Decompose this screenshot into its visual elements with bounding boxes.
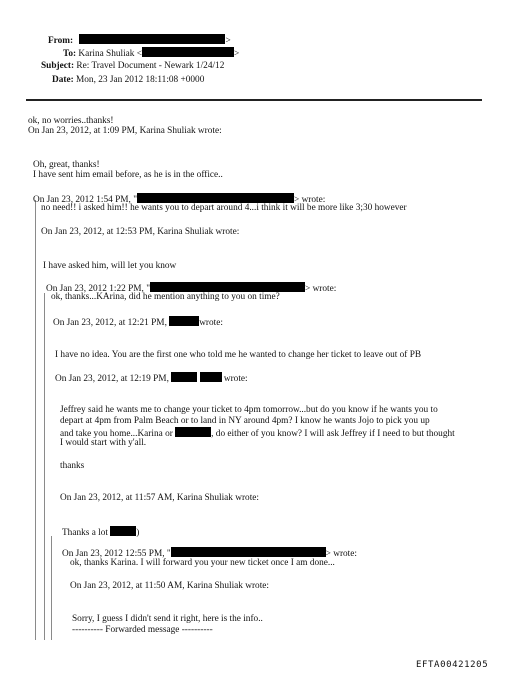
redaction-bar	[169, 316, 199, 326]
redaction-bar	[171, 372, 197, 382]
quote-attribution-end: > wrote:	[305, 284, 337, 294]
body-text: , do either of you know? I will ask Jeffrey if I need to but thought	[211, 429, 455, 439]
redaction-bar	[142, 47, 234, 57]
header-subject	[41, 61, 224, 73]
date-label: Date:	[52, 75, 74, 85]
redaction-bar	[175, 427, 211, 437]
quote-line	[44, 293, 45, 640]
quote-attribution: On Jan 23, 2012, at 12:19 PM,	[55, 374, 169, 384]
subject-label: Subject:	[41, 61, 75, 71]
to-label: To:	[63, 49, 77, 59]
quote-attribution-end: wrote:	[223, 374, 248, 384]
body-line: ok, no worries..thanks!	[28, 116, 114, 126]
body-line: On Jan 23, 2012, at 12:53 PM, Karina Shuliak wrote:	[41, 227, 240, 237]
body-line: Sorry, I guess I didn't send it right, here is the info..	[72, 614, 263, 624]
quote-attribution: On Jan 23, 2012, at 12:21 PM,	[53, 318, 167, 328]
date-value: Mon, 23 Jan 2012 18:11:08 +0000	[76, 75, 205, 85]
body-text: )	[136, 528, 140, 538]
redaction-bar	[79, 34, 225, 44]
redaction-bar	[137, 193, 294, 203]
header-from	[48, 34, 231, 48]
body-line: I have asked him, will let you know	[43, 261, 177, 271]
bates-number: EFTA00421205	[416, 660, 489, 670]
quote-attribution: On Jan 23, 2012 1:54 PM, "	[33, 195, 137, 205]
quote-attribution-end: wrote:	[199, 318, 223, 328]
quote-line	[51, 536, 52, 640]
quote-attribution-end: > wrote:	[294, 195, 326, 205]
body-line: ---------- Forwarded message ----------	[72, 625, 213, 635]
redaction-bar	[171, 547, 326, 557]
redaction-bar	[150, 282, 305, 292]
to-value: Karina Shuliak <	[78, 49, 143, 59]
body-line: depart at 4pm from Palm Beach or to land in NY around 4pm? I know he wants Jojo to pick you up	[60, 416, 430, 426]
body-line: I have sent him email before, as he is in the office..	[33, 170, 223, 180]
body-line: I would start with y'all.	[60, 438, 147, 448]
body-line: I have no idea. You are the first one who told me he wanted to change her ticket to leave out of PB	[55, 350, 422, 360]
from-label: From:	[48, 36, 74, 46]
redaction-bar	[110, 526, 136, 536]
quote-attribution: On Jan 23, 2012 1:22 PM, "	[46, 284, 150, 294]
body-line	[53, 316, 223, 330]
body-line: ok, thanks Karina. I will forward you your new ticket once I am done...	[70, 558, 335, 568]
body-line: Oh, great, thanks!	[33, 160, 100, 170]
body-line: On Jan 23, 2012, at 11:57 AM, Karina Shuliak wrote:	[60, 493, 259, 503]
redaction-bar	[200, 372, 222, 382]
body-line: On Jan 23, 2012, at 11:50 AM, Karina Shuliak wrote:	[70, 581, 269, 591]
header-date	[52, 75, 204, 87]
quote-attribution: On Jan 23, 2012 12:55 PM, "	[62, 549, 171, 559]
from-close: >	[225, 36, 231, 46]
quote-attribution-end: > wrote:	[325, 549, 357, 559]
header-divider	[26, 99, 482, 101]
body-line	[62, 526, 139, 540]
header-to	[63, 47, 239, 61]
body-line: thanks	[60, 461, 85, 471]
body-line	[55, 372, 248, 386]
quote-line	[35, 200, 36, 640]
body-line: On Jan 23, 2012, at 1:09 PM, Karina Shuliak wrote:	[28, 126, 222, 136]
body-text: Thanks a lot	[62, 528, 108, 538]
body-text: and take you home...Karina or	[60, 429, 173, 439]
body-line: no need!! i asked him!! he wants you to depart around 4...i think it will be more like 3;30 however	[41, 203, 407, 213]
body-line: Jeffrey said he wants me to change your ticket to 4pm tomorrow...but do you know if he wants you to	[60, 405, 438, 415]
subject-value: Re: Travel Document - Newark 1/24/12	[76, 61, 225, 71]
to-close: >	[234, 49, 240, 59]
body-line: ok, thanks...KArina, did he mention anything to you on time?	[51, 292, 280, 302]
